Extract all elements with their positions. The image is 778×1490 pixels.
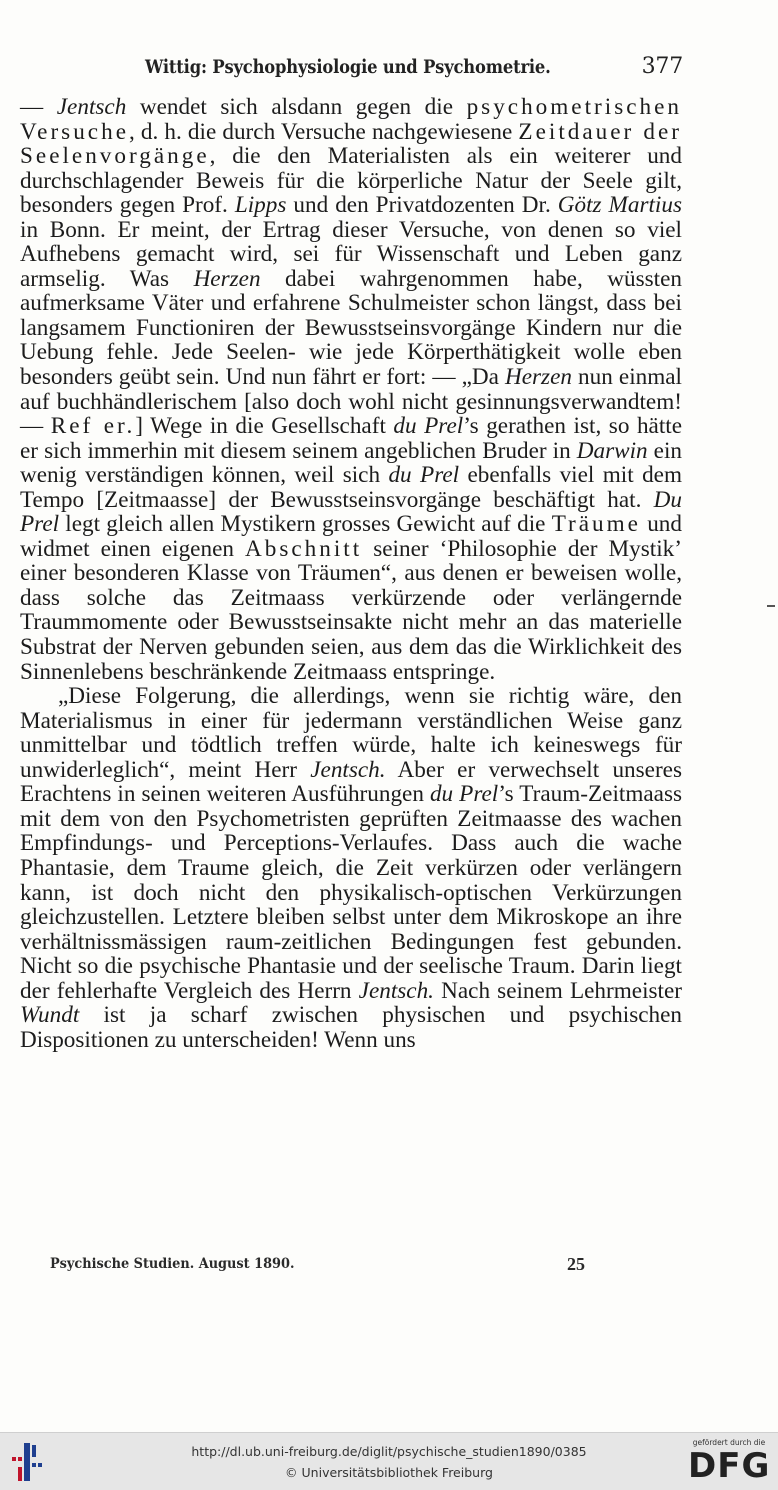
name-du-prel: Du Prel <box>20 486 682 538</box>
text-run: ] Wege in die Gesellschaft <box>135 413 394 440</box>
dfg-logo-text: DFG <box>688 1446 771 1486</box>
text-run: und widmet einen eigenen <box>20 511 682 562</box>
spaced-term: Zeitdauer der Seelenvorgänge <box>20 118 682 170</box>
spaced-term: Ref er. <box>50 413 136 440</box>
text-run: und den Privatdozenten Dr. <box>286 192 558 219</box>
name-jentsch: Jentsch <box>56 94 127 120</box>
name-du-prel: du Prel <box>393 413 464 440</box>
text-run: — <box>20 94 57 120</box>
name-du-prel: du Prel <box>429 781 499 808</box>
text-run: ebenfalls viel mit dem Tempo [Zeitmaasse] der Bewusstseinsvorgänge beschäftigt hat. <box>20 462 682 513</box>
signature-mark: 25 <box>567 1254 585 1274</box>
text-run: in Bonn. Er meint, der Ertrag dieser Versuche, von denen so viel Aufhebens gemacht wird, sei für Wissenschaft und Leben ganz armselig. Was <box>20 216 682 292</box>
text-run: „Diese Folgerung, die allerdings, wenn sie richtig wäre, den Materialismus in einer für jedermann verständlichen Weise ganz unmittelbar und tödtlich treffen würde, halte ich keineswegs für unwiderleglich“, meint Herr <box>20 683 682 783</box>
spaced-term: Abschnitt <box>245 535 363 562</box>
name-darwin: Darwin <box>576 437 648 464</box>
running-title: Wittig: Psychophysiologie und Psychometrie. <box>145 56 551 78</box>
name-jentsch: Jentsch. <box>310 756 386 783</box>
text-run: Nach seinem Lehrmeister <box>433 977 682 1004</box>
text-run: ein wenig verständigen können, weil sich <box>20 437 683 489</box>
journal-footer: Psychische Studien. August 1890. <box>50 1256 295 1272</box>
viewer-footer-bar <box>0 1432 778 1490</box>
text-run: ’s gerathen ist, so hätte er sich immerhin mit diesem seinem angeblichen Bruder in <box>20 413 683 464</box>
name-goetz-martius: Götz Martius <box>557 192 682 219</box>
spaced-term: Träume <box>551 511 641 538</box>
paragraph-1 <box>20 95 682 684</box>
spaced-term: psychometrischen Versuche <box>20 94 682 145</box>
running-head <box>145 56 683 86</box>
text-run: , die den Materialisten als ein weiterer und durchschlagender Beweis für die körperliche Natur der Seele gilt, besonders gegen Prof. <box>20 143 682 219</box>
paragraph-2 <box>20 684 682 1052</box>
name-jentsch: Jentsch. <box>358 977 434 1004</box>
text-run: dabei wahrgenommen habe, wüssten aufmerksame Väter und erfahrene Schulmeister schon längst, dass bei langsamem Functioniren der Bewusstseinsvorgänge Kindern nur die Uebung fehle. Jede Seelen- wie jede Körperthätigkeit wolle eben besonders geübt sein. Und nun fährt er fort: — „Da <box>20 265 682 391</box>
name-du-prel: du Prel <box>388 462 460 489</box>
text-run: , d. h. die durch Versuche nachgewiesene <box>128 118 519 145</box>
body-text <box>20 95 682 1052</box>
name-lipps: Lipps <box>234 192 287 219</box>
text-run: nun einmal auf buchhändlerischem [also doch wohl nicht gesinnungsverwandtem! — <box>20 364 682 440</box>
name-herzen: Herzen <box>505 364 572 391</box>
text-run: Aber er verwechselt unseres Erachtens in seinen weiteren Ausführungen <box>20 756 682 808</box>
text-run: ist ja scharf zwischen physischen und psychischen Dispositionen zu unterscheiden! Wenn uns <box>20 1002 682 1053</box>
page-number: 377 <box>641 54 683 79</box>
text-run: legt gleich allen Mystikern grosses Gewicht auf die <box>59 511 552 538</box>
dfg-funded-by: gefördert durch die <box>692 1438 766 1447</box>
text-run: seiner ‘Philosophie der Mystik’ einer besonderen Klasse von Träumen“, aus denen er beweisen wolle, dass solche das Zeitmaass verkürzende oder verlängernde Traummomente oder Bewusstseinsakte nicht mehr an das materielle Substrat der Nerven gebunden seien, aus dem das die Wirklichkeit des Sinnenlebens beschränkende Zeitmaass entspringe. <box>20 535 682 685</box>
permalink-url[interactable]: http://dl.ub.uni-freiburg.de/diglit/psychische_studien1890/0385 <box>191 1444 587 1459</box>
name-herzen: Herzen <box>193 265 261 292</box>
text-run: wendet sich alsdann gegen die <box>126 94 467 120</box>
margin-mark <box>767 605 775 607</box>
dfg-logo[interactable] <box>688 1438 770 1486</box>
text-run: ’s Traum-Zeitmaass mit dem von den Psychometristen geprüften Zeitmaasse des wachen Empfindungs- und Perceptions-Verlaufes. Dass auch die wache Phantasie, dem Traume gleich, die Zeit verkürzen oder verlängern kann, ist doch nicht den physikalisch-optischen Verkürzungen gleichzustellen. Letztere bleiben selbst unter dem Mikroskope an ihre verhältnissmässigen raum-zeitlichen Bedingungen fest gebunden. Nicht so die psychische Phantasie und der seelische Traum. Darin liegt der fehlerhafte Vergleich des Herrn <box>20 781 682 1004</box>
name-wundt: Wundt <box>20 1002 80 1029</box>
copyright-notice: © Universitätsbibliothek Freiburg <box>285 1465 493 1480</box>
